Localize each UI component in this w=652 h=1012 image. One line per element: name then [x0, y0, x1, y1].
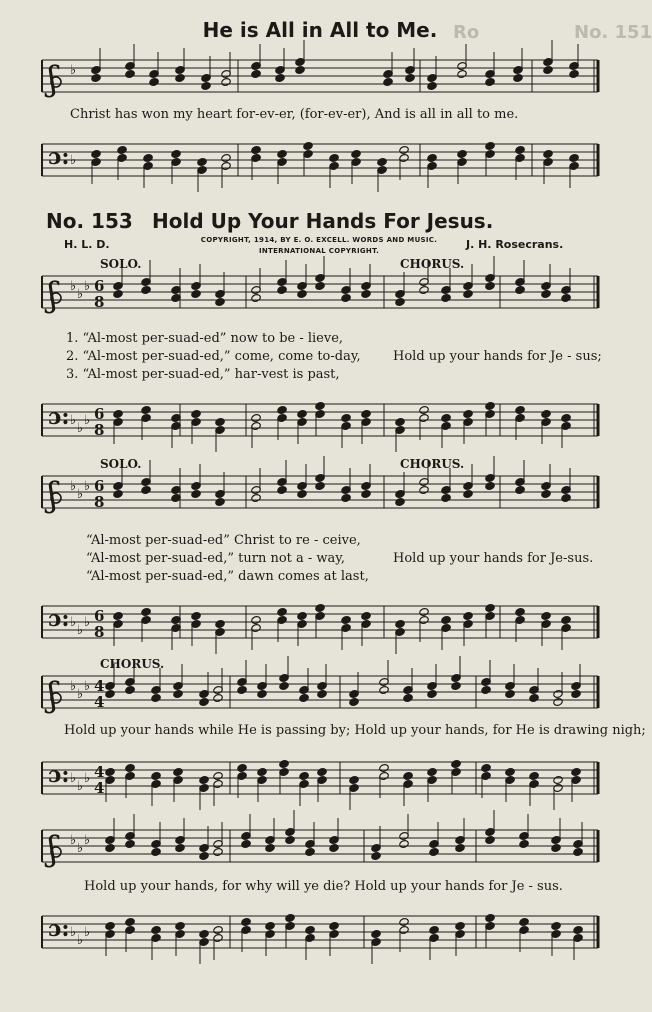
- svg-text:ʃ: ʃ: [48, 675, 58, 715]
- svg-text:4: 4: [94, 763, 105, 781]
- staff-s1-bass: [42, 401, 598, 452]
- svg-text:♭: ♭: [84, 615, 91, 630]
- svg-text:4: 4: [94, 677, 105, 695]
- svg-text:♭: ♭: [84, 833, 91, 848]
- ghost-text-left: Ro: [453, 22, 480, 43]
- ghost-text-right: No. 151: [574, 22, 652, 43]
- svg-text:6: 6: [94, 477, 105, 495]
- svg-text:♭: ♭: [70, 833, 77, 848]
- chorus-label-2: CHORUS.: [400, 457, 465, 471]
- svg-text:♭: ♭: [70, 925, 77, 940]
- svg-text:♭: ♭: [70, 413, 77, 428]
- svg-text:♭: ♭: [77, 623, 84, 638]
- svg-text:♭: ♭: [77, 487, 84, 502]
- svg-text:ʃ: ʃ: [48, 59, 58, 99]
- svg-text:♭: ♭: [70, 771, 77, 786]
- svg-text:♭: ♭: [77, 287, 84, 302]
- verse-2-line-2: “Al-most per-suad-ed,” turn not a - way,: [86, 551, 346, 566]
- lyricist-credit: H. L. D.: [64, 238, 110, 251]
- svg-text:ɔ:: ɔ:: [48, 916, 70, 942]
- svg-text:8: 8: [94, 293, 105, 311]
- svg-text:6: 6: [94, 607, 105, 625]
- svg-text:♭: ♭: [84, 413, 91, 428]
- svg-text:♭: ♭: [70, 479, 77, 494]
- svg-text:8: 8: [94, 421, 105, 439]
- staff-s3-treble: [42, 656, 598, 715]
- staff-prev-bass: [42, 141, 598, 192]
- previous-hymn-lyric: Christ has won my heart for-ev-er, (for-ev-er), And is all in all to me.: [70, 107, 519, 122]
- chorus-line-1: Hold up your hands for Je - sus;: [393, 349, 602, 364]
- staff-s1-treble: [42, 256, 598, 315]
- svg-text:ʃ: ʃ: [48, 829, 58, 869]
- svg-text:♭: ♭: [84, 479, 91, 494]
- verse-1-line-1: 1. “Al-most per-suad-ed” now to be - lieve,: [66, 331, 344, 346]
- svg-text:♭: ♭: [70, 279, 77, 294]
- svg-text:♭: ♭: [77, 841, 84, 856]
- svg-text:♭: ♭: [77, 687, 84, 702]
- staff-s4-bass: [42, 913, 598, 964]
- chorus-lyric-4: Hold up your hands, for why will ye die? Hold up your hands for Je - sus.: [84, 879, 563, 894]
- chorus-lyric-3: Hold up your hands while He is passing by; Hold up your hands, for He is drawing nigh;: [64, 723, 646, 738]
- svg-text:8: 8: [94, 623, 105, 641]
- chorus-label-1: CHORUS.: [400, 257, 465, 271]
- staff-prev-treble: [42, 40, 598, 99]
- staff-s2-treble: [42, 456, 598, 515]
- svg-text:♭: ♭: [70, 63, 77, 78]
- chorus-line-2: Hold up your hands for Je-sus.: [393, 551, 594, 566]
- svg-text:ɔ:: ɔ:: [48, 404, 70, 430]
- svg-text:4: 4: [94, 779, 105, 797]
- staff-s3-bass: [42, 759, 598, 810]
- svg-text:ɔ:: ɔ:: [48, 144, 70, 170]
- svg-text:♭: ♭: [70, 615, 77, 630]
- previous-hymn-title: He is All in All to Me.: [202, 18, 438, 42]
- svg-text:4: 4: [94, 693, 105, 711]
- copyright-line-2: INTERNATIONAL COPYRIGHT.: [258, 247, 380, 255]
- svg-text:♭: ♭: [77, 933, 84, 948]
- svg-text:ɔ:: ɔ:: [48, 762, 70, 788]
- svg-text:♭: ♭: [77, 779, 84, 794]
- solo-label-2: SOLO.: [100, 457, 142, 471]
- chorus-label-3: CHORUS.: [100, 657, 165, 671]
- copyright-line-1: COPYRIGHT, 1914, BY E. O. EXCELL. WORDS AND MUSIC.: [200, 236, 438, 244]
- verse-1-line-3: 3. “Al-most per-suad-ed,” har-vest is past,: [66, 367, 340, 382]
- svg-text:8: 8: [94, 493, 105, 511]
- verse-1-line-2: 2. “Al-most per-suad-ed,” come, come to-day,: [66, 349, 361, 364]
- svg-text:ɔ:: ɔ:: [48, 606, 70, 632]
- staff-s4-treble: [42, 810, 598, 869]
- svg-text:ʃ: ʃ: [48, 475, 58, 515]
- svg-text:♭: ♭: [70, 153, 77, 168]
- verse-2-line-1: “Al-most per-suad-ed” Christ to re - ceive,: [86, 533, 361, 548]
- svg-text:6: 6: [94, 405, 105, 423]
- svg-text:♭: ♭: [84, 679, 91, 694]
- svg-text:♭: ♭: [84, 279, 91, 294]
- verse-2-line-3: “Al-most per-suad-ed,” dawn comes at last,: [86, 569, 369, 584]
- svg-text:♭: ♭: [84, 925, 91, 940]
- hymn-title: Hold Up Your Hands For Jesus.: [152, 209, 494, 233]
- solo-label-1: SOLO.: [100, 257, 142, 271]
- hymn-number: No. 153: [46, 209, 133, 233]
- svg-text:6: 6: [94, 277, 105, 295]
- svg-text:♭: ♭: [70, 679, 77, 694]
- svg-text:♭: ♭: [77, 421, 84, 436]
- composer-credit: J. H. Rosecrans.: [466, 238, 564, 251]
- svg-text:♭: ♭: [84, 771, 91, 786]
- staff-s2-bass: [42, 603, 598, 654]
- svg-text:ʃ: ʃ: [48, 275, 58, 315]
